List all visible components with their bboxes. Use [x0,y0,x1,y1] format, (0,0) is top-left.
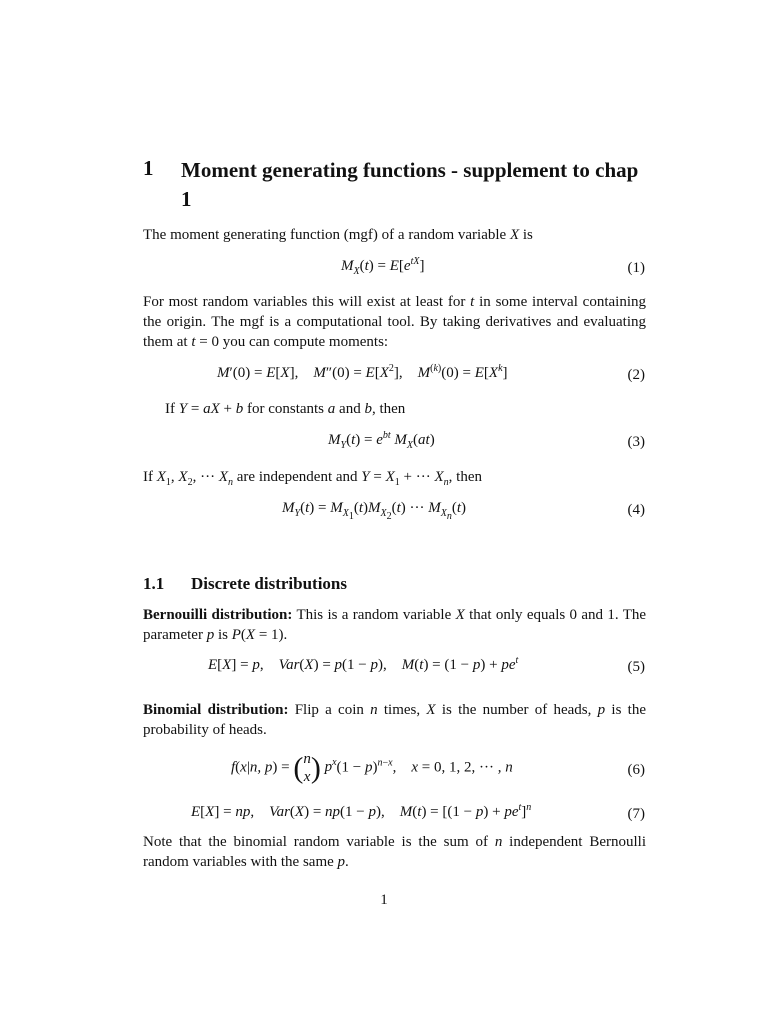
equation-2: M′(0) = E[X], $M''(0) = E[X^2]$, $M^{(k)}(0) = E[X^k]$ [217,363,508,381]
bernoulli-paragraph: Bernouilli distribution: This is a random variable X that only equals 0 and 1. The parameter p is P(X = 1). [143,607,647,643]
equation-7: E[X] = np, Var(X) = np(1 − p), $M(t) = [(1 - p) + pe^t]^n$ [191,802,532,820]
page-number: 1 [380,892,388,908]
equation-1: $M_X(t) = E[e^{tX}]$ [341,256,425,277]
binomial-label: Binomial distribution: [143,702,289,718]
equation-7-number: (7) [627,806,645,822]
intro-paragraph: The moment generating function (mgf) of a random variable X is [143,227,533,243]
bernoulli-label: Bernouilli distribution: [143,607,293,623]
binomial-coefficient: n x [303,751,311,785]
equation-2-number: (2) [627,367,645,383]
sum-paragraph: If $X_1$, $X_2$, ··· $X_n$ are independent and $Y = X_1$ + ··· $X_n$, then [143,469,482,488]
equation-5: E[X] = p, Var(X) = p(1 − p), $M(t) = (1 - p) + pe^t$ [208,655,519,673]
note-paragraph: Note that the binomial random variable is the sum of n independent Bernoulli random variables with the same p. [143,834,646,870]
equation-6: f(x|n, p) = (n x) $p^x(1 - p)^{n-x}$, x = 0, 1, 2, ··· , n [231,751,513,785]
equation-5-number: (5) [627,659,645,675]
equation-3: $M_Y(t) = e^{bt}$ $M_X(at)$ [328,430,435,451]
subsection-title: Discrete distributions [191,574,347,593]
equation-6-number: (6) [627,762,645,778]
binomial-paragraph: Binomial distribution: Flip a coin n times, X is the number of heads, p is the probability of heads. [143,702,646,738]
mgf-paragraph: For most random variables this will exist at least for t in some interval containing the origin. The mgf is a computational tool. By taking derivatives and evaluating them at t = 0 you can compute moments: [143,294,646,350]
subsection-number: 1.1 [143,574,165,593]
linear-paragraph: If Y = aX + b for constants a and b, then [165,401,406,417]
equation-3-number: (3) [627,434,645,450]
section-number: 1 [143,156,154,180]
equation-1-number: (1) [627,260,645,276]
equation-4: $M_Y(t) = M_{X_1}(t)M_{X_2}(t)$ ··· $M_{X_n}(t)$ [282,500,467,522]
equation-4-number: (4) [627,502,645,518]
section-title: Moment generating functions - supplement to chap 1 [181,158,639,211]
